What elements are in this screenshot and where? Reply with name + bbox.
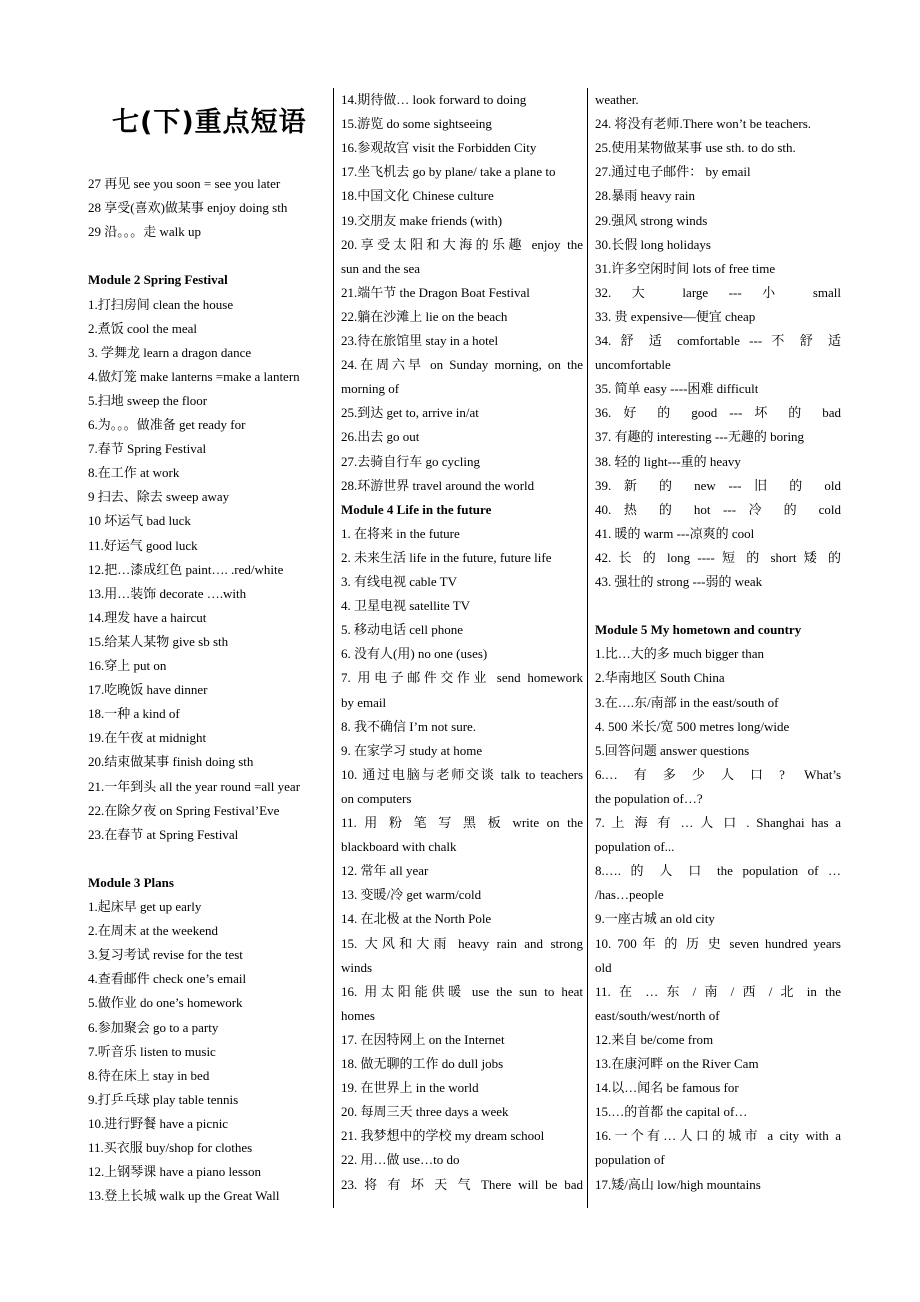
phrase-line: 15.…的首都 the capital of…: [595, 1104, 748, 1120]
phrase-line: population of...: [595, 839, 675, 855]
phrase-line: 11.好运气 good luck: [88, 537, 198, 553]
phrase-line: 10. 700 年 的 历 史 seven hundred years: [595, 935, 841, 951]
phrase-line: 11.买衣服 buy/shop for clothes: [88, 1140, 253, 1155]
phrase-line: 1. 在将来 in the future: [341, 525, 460, 541]
phrase-line: 8.待在床上 stay in bed: [88, 1067, 210, 1083]
phrase-line: 10 坏运气 bad luck: [88, 513, 191, 529]
phrase-line: 26.出去 go out: [341, 429, 420, 445]
phrase-line: 28 享受(喜欢)做某事 enjoy doing sth: [88, 200, 288, 216]
phrase-line: 7. 用电子邮件交作业 send homework: [341, 670, 583, 686]
phrase-line: 32. 大 large --- 小 small: [595, 284, 841, 300]
phrase-line: 18.中国文化 Chinese culture: [341, 188, 494, 204]
blank-line: [88, 244, 328, 268]
phrase-line: 13. 变暖/冷 get warm/cold: [341, 887, 482, 903]
phrase-line: 7. 上 海 有 … 人 口 . Shanghai has a: [595, 815, 841, 830]
phrase-line: 14.期待做… look forward to doing: [341, 92, 527, 107]
phrase-line: 15. 大风和大雨 heavy rain and strong: [341, 935, 583, 951]
phrase-line: 3. 有线电视 cable TV: [341, 574, 458, 589]
phrase-line: 22. 用…做 use…to do: [341, 1152, 460, 1168]
phrase-line: 8.在工作 at work: [88, 465, 180, 481]
section-heading: Module 5 My hometown and country: [595, 622, 802, 638]
phrase-line: 31.许多空闲时间 lots of free time: [595, 260, 776, 276]
phrase-line: 19.在午夜 at midnight: [88, 730, 207, 746]
phrase-line: 9.一座古城 an old city: [595, 911, 715, 927]
phrase-line: 17.坐飞机去 go by plane/ take a plane to: [341, 164, 556, 180]
phrase-line: 36. 好 的 good --- 坏 的 bad: [595, 405, 841, 421]
section-heading: Module 4 Life in the future: [341, 501, 492, 517]
phrase-line: 27 再见 see you soon = see you later: [88, 176, 281, 191]
phrase-line: 2.在周末 at the weekend: [88, 923, 218, 939]
phrase-line: 19. 在世界上 in the world: [341, 1080, 479, 1096]
phrase-line: 20.享受太阳和大海的乐趣 enjoy the: [341, 236, 583, 252]
column-divider-2: [587, 88, 588, 1208]
phrase-line: 20. 每周三天 three days a week: [341, 1104, 509, 1120]
phrase-line: 14.以…闻名 be famous for: [595, 1080, 739, 1096]
phrase-line: 17.吃晚饭 have dinner: [88, 682, 208, 698]
phrase-line: 6.为。。。做准备 get ready for: [88, 417, 246, 432]
phrase-line: 5. 移动电话 cell phone: [341, 622, 464, 638]
phrase-line: 12. 常年 all year: [341, 863, 429, 879]
phrase-line: 25.使用某物做某事 use sth. to do sth.: [595, 140, 796, 156]
phrase-line: 21.端午节 the Dragon Boat Festival: [341, 284, 530, 300]
phrase-line: 27.通过电子邮件： by email: [595, 164, 751, 180]
phrase-line: 14. 在北极 at the North Pole: [341, 911, 492, 927]
phrase-line: on computers: [341, 790, 412, 806]
phrase-line: 22.在除夕夜 on Spring Festival’Eve: [88, 802, 280, 818]
phrase-line: 4. 500 米长/宽 500 metres long/wide: [595, 718, 790, 734]
column-divider-1: [333, 88, 334, 1208]
phrase-line: 38. 轻的 light---重的 heavy: [595, 453, 741, 469]
phrase-line: 6.…有多少人口? What’s: [595, 766, 841, 782]
phrase-line: 29 沿。。。走 walk up: [88, 224, 202, 240]
phrase-line: 12.把…漆成红色 paint…. .red/white: [88, 561, 284, 577]
phrase-line: 20.结束做某事 finish doing sth: [88, 754, 254, 770]
section-heading: Module 2 Spring Festival: [88, 272, 228, 288]
phrase-line: 3.复习考试 revise for the test: [88, 947, 243, 963]
phrase-line: /has…people: [595, 887, 664, 903]
phrase-line: 2.华南地区 South China: [595, 670, 725, 686]
blank-line: [88, 847, 328, 871]
phrase-line: 42. 长 的 long ---- 短 的 short 矮 的: [595, 549, 841, 565]
phrase-line: 27.去骑自行车 go cycling: [341, 453, 481, 469]
phrase-line: 35. 简单 easy ----困难 difficult: [595, 381, 759, 397]
phrase-line: morning of: [341, 381, 400, 397]
phrase-line: 3. 学舞龙 learn a dragon dance: [88, 344, 252, 360]
phrase-line: 5.扫地 sweep the floor: [88, 392, 208, 408]
phrase-line: 17. 在因特网上 on the Internet: [341, 1031, 505, 1047]
phrase-line: 1.起床早 get up early: [88, 899, 202, 914]
phrase-line: 23.在春节 at Spring Festival: [88, 826, 239, 842]
phrase-line: 41. 暖的 warm ---凉爽的 cool: [595, 525, 755, 541]
phrase-line: sun and the sea: [341, 260, 421, 276]
phrase-line: 16.参观故宫 visit the Forbidden City: [341, 140, 537, 156]
phrase-line: 13.用…装饰 decorate ….with: [88, 585, 247, 601]
phrase-line: homes: [341, 1007, 375, 1023]
phrase-line: 24. 将没有老师.There won’t be teachers.: [595, 116, 812, 132]
phrase-line: 43. 强壮的 strong ---弱的 weak: [595, 574, 763, 589]
phrase-line: 21.一年到头 all the year round =all year: [88, 778, 301, 794]
phrase-line: 18.一种 a kind of: [88, 706, 180, 722]
phrase-line: 14.理发 have a haircut: [88, 609, 207, 625]
phrase-line: 12.来自 be/come from: [595, 1031, 714, 1047]
phrase-line: 39. 新 的 new --- 旧 的 old: [595, 477, 841, 493]
phrase-line: 4.做灯笼 make lanterns =make a lantern: [88, 368, 300, 384]
phrase-line: 7.春节 Spring Festival: [88, 441, 207, 457]
phrase-line: 9 扫去、除去 sweep away: [88, 489, 230, 505]
phrase-line: 29.强风 strong winds: [595, 212, 708, 228]
phrase-line: 28.环游世界 travel around the world: [341, 477, 535, 493]
phrase-line: 12.上钢琴课 have a piano lesson: [88, 1164, 261, 1180]
phrase-line: by email: [341, 694, 387, 710]
phrase-line: 23. 将 有 坏 天 气 There will be bad: [341, 1176, 583, 1192]
phrase-line: the population of…?: [595, 790, 703, 806]
phrase-line: weather.: [595, 92, 639, 107]
phrase-line: 10.进行野餐 have a picnic: [88, 1115, 229, 1131]
phrase-line: 8.…. 的 人 口 the population of …: [595, 863, 841, 879]
phrase-line: 7.听音乐 listen to music: [88, 1043, 216, 1059]
phrase-line: 2.煮饭 cool the meal: [88, 320, 198, 336]
phrase-line: 4.查看邮件 check one’s email: [88, 971, 247, 987]
phrase-line: 11. 用 粉 笔 写 黑 板 write on the: [341, 815, 583, 830]
phrase-line: 6.参加聚会 go to a party: [88, 1019, 219, 1035]
phrase-line: 5.做作业 do one’s homework: [88, 995, 243, 1011]
phrase-line: 10. 通过电脑与老师交谈 talk to teachers: [341, 766, 583, 782]
phrase-line: 8. 我不确信 I’m not sure.: [341, 718, 477, 734]
phrase-line: 11. 在 … 东 / 南 / 西 / 北 in the: [595, 983, 841, 999]
section-heading: Module 3 Plans: [88, 874, 174, 890]
phrase-line: winds: [341, 959, 373, 975]
phrase-line: 1.打扫房间 clean the house: [88, 296, 234, 312]
phrase-line: 19.交朋友 make friends (with): [341, 212, 503, 228]
phrase-line: 16. 用太阳能供暖 use the sun to heat: [341, 983, 583, 999]
phrase-line: 23.待在旅馆里 stay in a hotel: [341, 333, 499, 348]
phrase-line: 16.穿上 put on: [88, 658, 167, 673]
page-title: 七(下)重点短语: [112, 107, 307, 138]
phrase-line: 5.回答问题 answer questions: [595, 742, 750, 758]
phrase-line: 1.比…大的多 much bigger than: [595, 646, 764, 662]
phrase-line: uncomfortable: [595, 357, 671, 373]
phrase-line: blackboard with chalk: [341, 839, 457, 855]
phrase-line: 13.在康河畔 on the River Cam: [595, 1056, 759, 1071]
phrase-line: 16.一个有…人口的城市 a city with a: [595, 1128, 841, 1144]
phrase-line: 22.躺在沙滩上 lie on the beach: [341, 308, 508, 324]
phrase-line: 37. 有趣的 interesting ---无趣的 boring: [595, 429, 805, 445]
phrase-line: 30.长假 long holidays: [595, 236, 711, 252]
phrase-line: population of: [595, 1152, 665, 1168]
phrase-line: 9.打乒乓球 play table tennis: [88, 1091, 239, 1107]
phrase-line: 24.在周六早 on Sunday morning, on the: [341, 357, 583, 373]
phrase-line: 9. 在家学习 study at home: [341, 742, 483, 758]
phrase-line: 6. 没有人(用) no one (uses): [341, 646, 488, 662]
blank-line: [595, 594, 841, 618]
phrase-line: 13.登上长城 walk up the Great Wall: [88, 1188, 280, 1204]
phrase-line: east/south/west/north of: [595, 1007, 720, 1023]
phrase-line: 17.矮/高山 low/high mountains: [595, 1176, 761, 1192]
phrase-line: 40. 热 的 hot --- 冷 的 cold: [595, 501, 841, 517]
phrase-line: 28.暴雨 heavy rain: [595, 188, 696, 204]
phrase-line: 18. 做无聊的工作 do dull jobs: [341, 1056, 504, 1071]
phrase-line: 34. 舒 适 comfortable --- 不 舒 适: [595, 333, 841, 348]
phrase-line: old: [595, 959, 612, 975]
phrase-line: 15.游览 do some sightseeing: [341, 116, 492, 132]
phrase-line: 25.到达 get to, arrive in/at: [341, 405, 479, 421]
phrase-line: 3.在….东/南部 in the east/south of: [595, 694, 779, 710]
phrase-line: 4. 卫星电视 satellite TV: [341, 598, 471, 614]
phrase-line: 21. 我梦想中的学校 my dream school: [341, 1128, 545, 1144]
phrase-line: 2. 未来生活 life in the future, future life: [341, 549, 552, 565]
phrase-line: 33. 贵 expensive—便宜 cheap: [595, 308, 756, 324]
phrase-line: 15.给某人某物 give sb sth: [88, 633, 229, 649]
